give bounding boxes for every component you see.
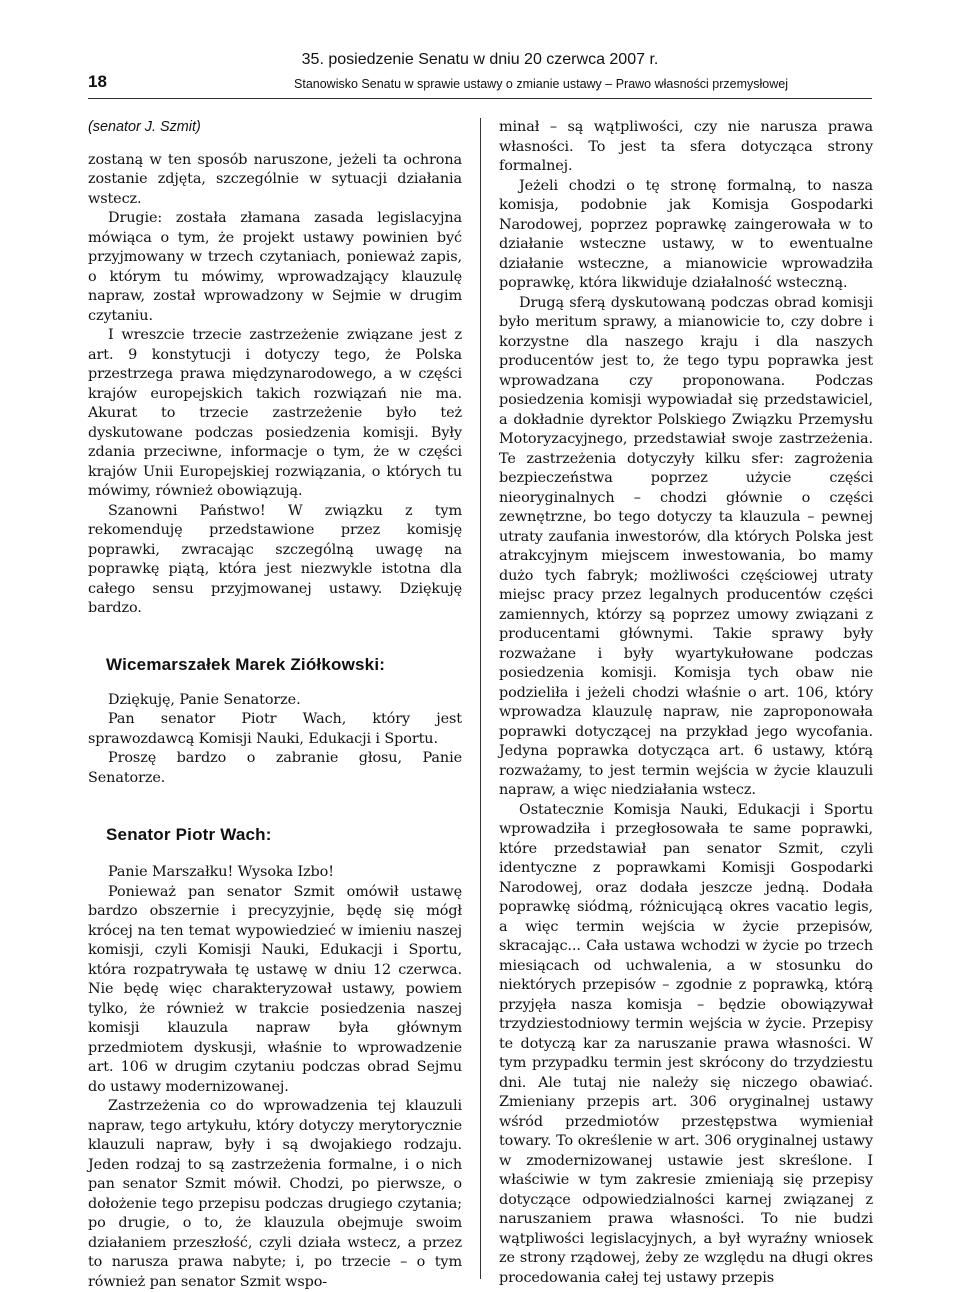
paragraph: Szanowni Państwo! W związku z tym rekomenduję przedstawione przez komisję poprawki, zwracając szczególną uwagę na poprawkę piątą, która jest niezwykle istotna dla całego sensu przyjmowanej ustawy. Dziękuję bardzo. <box>88 502 462 616</box>
speaker-heading-wach: Senator Piotr Wach: <box>106 825 272 844</box>
paragraph: I wreszcie trzecie zastrzeżenie związane jest z art. 9 konstytucji i dotyczy tego, że Polska przestrzega prawa międzynarodowego, a w części krajów europejskich takich rozwiązań nie ma. Akurat to trzecie zastrzeżenie było też dyskutowane podczas posiedzenia komisji. Były zdania przeciwne, informacje o tym, że w części krajów Unii Europejskiej rozwiązania, o których tu mówimy, również obowiązują. <box>88 327 462 499</box>
running-header-subtitle: Stanowisko Senatu w sprawie ustawy o zmianie ustawy – Prawo własności przemysłowej <box>294 77 788 91</box>
paragraph: Panie Marszałku! Wysoka Izbo! <box>108 864 334 880</box>
paragraph: Jeżeli chodzi o tę stronę formalną, to nasza komisja, podobnie jak Komisja Gospodarki Narodowej, poprzez poprawkę zaingerowała w to działanie wsteczne ustawy, w to ewentualne działanie wsteczne, a mianowicie wprowadziła poprawkę, która likwiduje działalność wsteczną. <box>499 177 873 291</box>
paragraph: Drugą sferą dyskutowaną podczas obrad komisji było meritum sprawy, a mianowicie to, czy dobre i korzystne dla naszego kraju i dla naszych producentów jest to, że tego typu poprawka jest wprowadzana czy proponowana. Podczas posiedzenia komisji wypowiadał się przedstawiciel, a dokładnie dyrektor Polskiego Związku Przemysłu Motoryzacyjnego, przedstawiał swoje zastrzeżenia. Te zastrzeżenia dotyczyły kilku sfer: zagrożenia bezpieczeństwa poprzez użycie części nieoryginalnych – chodzi głównie o części zewnętrzne, bo tego dotyczy ta klauzula – pewnej utraty zaufania inwestorów, dla których Polska jest atrakcyjnym miejscem inwestowania, bo mamy dużo tych fabryk; możliwości częściowej utraty miejsc pracy przez legalnych producentów części zamiennych, którzy są poprzez umowy związani z producentami głównymi. Takie sprawy były rozważane i były wyartykułowane podczas posiedzenia komisji. Komisja tych obaw nie podzieliła i jeżeli chodzi właśnie o art. 106, który wprowadza klauzulę napraw, nie zaproponowała poprawki dotyczącej na przykład jego wycofania. Jedyna poprawka dotycząca art. 6 ustawy, którą rozważamy, to jest termin wejścia w życie klauzuli napraw, a więc niedziałania wstecz. <box>499 294 873 798</box>
paragraph: Ponieważ pan senator Szmit omówił ustawę bardzo obszernie i precyzyjnie, będę się mógł krócej na ten temat wypowiedzieć w imieniu naszej komisji, czyli Komisji Nauki, Edukacji i Sportu, która rozpatrywała tę ustawę w dniu 12 czerwca. Nie będę więc charakteryzował ustawy, powiem tylko, że również w trakcie posiedzenia naszej komisji klauzula napraw była głównym przedmiotem dyskusji, właśnie to wprowadzenie art. 106 w drugim czytaniu podczas obrad Sejmu do ustawy modernizowanej. <box>88 883 462 1095</box>
paragraph: Proszę bardzo o zabranie głosu, Panie Senatorze. <box>88 750 462 786</box>
running-header-title: 35. posiedzenie Senatu w dniu 20 czerwca 2007 r. <box>301 51 659 68</box>
paragraph: Drugie: została złamana zasada legislacyjna mówiąca o tym, że projekt ustawy powinien być przyjmowany w trzech czytaniach, ponieważ zapis, o którym tu mówimy, wprowadzający klauzulę napraw, został wprowadzony w Sejmie w drugim czytaniu. <box>88 210 462 324</box>
paragraph: Zastrzeżenia co do wprowadzenia tej klauzuli napraw, tego artykułu, który dotyczy merytorycznie klauzuli napraw, były i są dwojakiego rodzaju. Jeden rodzaj to są zastrzeżenia formalne, i o nich pan senator Szmit mówił. Chodzi, po pierwsze, o dołożenie tego przepisu podczas drugiego czytania; po drugie, o to, że klauzula obejmuje swoim działaniem przeszłość, czyli działa wstecz, a przez to narusza prawa nabyte; i, po trzecie – o tym również pan senator Szmit wspo- <box>88 1098 462 1290</box>
page-number: 18 <box>88 72 107 91</box>
speaker-heading-wicemarszalek: Wicemarszałek Marek Ziółkowski: <box>106 654 386 674</box>
paragraph: zostaną w ten sposób naruszone, jeżeli ta ochrona zostanie zdjęta, szczególnie w sytuacji działania wstecz. <box>88 151 462 207</box>
left-column <box>88 118 462 1290</box>
paragraph: Ostatecznie Komisja Nauki, Edukacji i Sportu wprowadziła i przegłosowała te same poprawki, które przedstawiał pan senator Szmit, czyli identyczne z poprawkami Komisji Gospodarki Narodowej, oraz dodała jeszcze jedną. Dodała poprawkę siódmą, różnicującą okres vacatio legis, a więc termin wejścia w życie przepisów, skracając... Cała ustawa wchodzi w życie po trzech miesiącach od uchwalenia, a w stosunku do niektórych przepisów – zgodnie z poprawką, którą przyjęła nasza komisja – będzie obowiązywał trzydziestodniowy termin wejścia w życie. Przepisy te dotyczą kar za naruszanie prawa własności. W tym przypadku termin jest skrócony do trzydziestu dni. Ale tutaj nie należy się niczego obawiać. Zmieniany przepis art. 306 oryginalnej ustawy wśród przedmiotów przestępstwa wymieniał towary. To określenie w art. 306 oryginalnej ustawy w zmodernizowanej ustawie jest skreślone. I właściwie w tym zakresie zmieniają się przepisy dotyczące odpowiedzialności karnej związanej z naruszaniem prawa własności. To nie budzi wątpliwości legislacyjnych, a był wyraźny wniosek ze strony rządowej, żeby ze względu na długi okres procedowania całej tej ustawy przepis <box>499 801 873 1286</box>
speaker-note: (senator J. Szmit) <box>88 119 201 135</box>
right-column <box>499 118 873 1286</box>
paragraph: Dziękuję, Panie Senatorze. <box>108 691 301 708</box>
paragraph: minał – są wątpliwości, czy nie narusza prawa własności. To jest ta sfera dotycząca strony formalnej. <box>499 119 873 174</box>
paragraph: Pan senator Piotr Wach, który jest sprawozdawcą Komisji Nauki, Edukacji i Sportu. <box>88 711 462 747</box>
column-divider <box>480 118 481 1279</box>
header-rule <box>88 98 872 99</box>
